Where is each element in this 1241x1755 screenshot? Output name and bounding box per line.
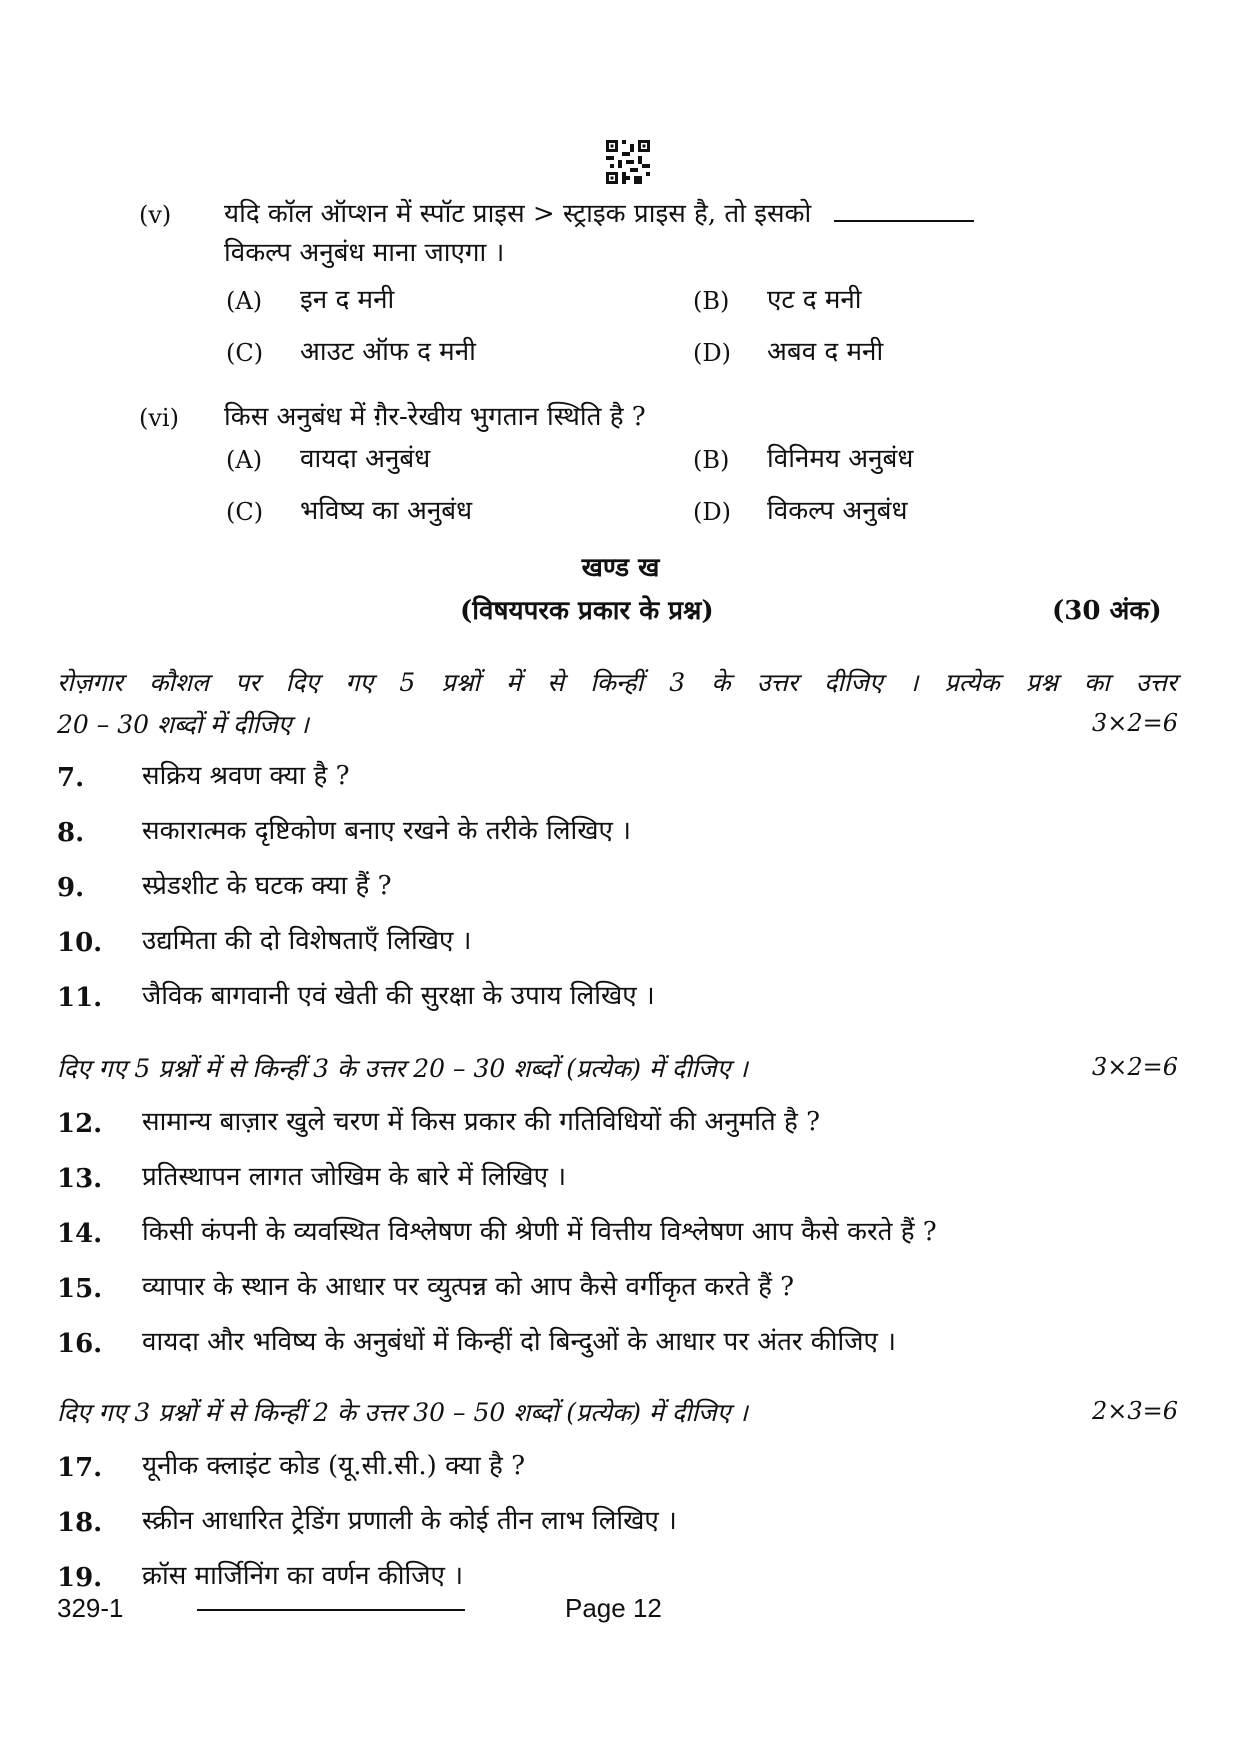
option-text: वायदा अनुबंध — [300, 444, 431, 474]
option-letter: (C) — [226, 339, 264, 367]
option-letter: (B) — [693, 287, 730, 315]
qr-code-icon — [606, 140, 650, 184]
option-text: विकल्प अनुबंध — [767, 496, 908, 526]
question-number: 14. — [57, 1219, 103, 1249]
option-letter: (B) — [693, 446, 730, 474]
option-letter: (D) — [693, 339, 731, 367]
question-text: जैविक बागवानी एवं खेती की सुरक्षा के उपाय लिखिए । — [142, 981, 655, 1011]
option-text: अबव द मनी — [767, 337, 884, 367]
paper-code: 329-1 — [57, 1593, 124, 1623]
answer-blank — [834, 194, 974, 222]
question-text: स्क्रीन आधारित ट्रेडिंग प्रणाली के कोई तीन लाभ लिखिए । — [142, 1506, 677, 1536]
question-text: व्यापार के स्थान के आधार पर व्युत्पन्न को आप कैसे वर्गीकृत करते हैं ? — [142, 1272, 795, 1302]
question-number: 8. — [57, 818, 85, 848]
instruction-text: रोज़गार कौशल पर दिए गए 5 प्रश्नों में से किन्हीं 3 के उत्तर दीजिए । प्रत्येक प्रश्न का उत्तर — [57, 668, 1177, 697]
marks-label: 3×2=6 — [1092, 709, 1179, 737]
question-number: (v) — [139, 201, 172, 229]
question-number: 18. — [57, 1508, 103, 1538]
option-text: आउट ऑफ द मनी — [300, 337, 476, 367]
question-text: प्रतिस्थापन लागत जोखिम के बारे में लिखिए । — [142, 1162, 567, 1192]
instruction-text: दिए गए 3 प्रश्नों में से किन्हीं 2 के उत्तर 30 – 50 शब्दों (प्रत्येक) में दीजिए । — [57, 1398, 748, 1427]
question-text: उद्यमिता की दो विशेषताएँ लिखिए । — [142, 926, 472, 956]
option-letter: (C) — [226, 498, 264, 526]
question-number: 15. — [57, 1274, 103, 1304]
question-number: 12. — [57, 1109, 103, 1139]
question-number: 17. — [57, 1453, 103, 1483]
question-number: 11. — [57, 983, 103, 1013]
marks-label: 3×2=6 — [1092, 1053, 1179, 1081]
question-text-line1: यदि कॉल ऑप्शन में स्पॉट प्राइस > स्ट्राइक प्राइस है, तो इसको — [224, 199, 812, 229]
question-text: वायदा और भविष्य के अनुबंधों में किन्हीं दो बिन्दुओं के आधार पर अंतर कीजिए । — [142, 1327, 897, 1357]
question-number: 16. — [57, 1329, 103, 1359]
question-number: 19. — [57, 1563, 103, 1593]
page-number: Page 12 — [565, 1593, 662, 1623]
question-text: किसी कंपनी के व्यवस्थित विश्लेषण की श्रेणी में वित्तीय विश्लेषण आप कैसे करते हैं ? — [142, 1217, 937, 1247]
option-text: विनिमय अनुबंध — [767, 444, 914, 474]
question-text: किस अनुबंध में ग़ैर-रेखीय भुगतान स्थिति है ? — [224, 402, 646, 432]
section-subtitle: (विषयपरक प्रकार के प्रश्न) — [460, 596, 714, 626]
question-text: सकारात्मक दृष्टिकोण बनाए रखने के तरीके लिखिए । — [142, 816, 631, 846]
option-letter: (A) — [226, 446, 263, 474]
option-letter: (D) — [693, 498, 731, 526]
option-letter: (A) — [226, 287, 263, 315]
question-text: सामान्य बाज़ार खुले चरण में किस प्रकार की गतिविधियों की अनुमति है ? — [142, 1107, 821, 1137]
marks-label: 2×3=6 — [1092, 1397, 1179, 1425]
option-text: भविष्य का अनुबंध — [300, 496, 473, 526]
question-number: 13. — [57, 1164, 103, 1194]
question-number: 7. — [57, 763, 85, 793]
section-marks: (30 अंक) — [1052, 596, 1162, 626]
question-number: (vi) — [139, 404, 179, 432]
question-text — [224, 194, 974, 234]
footer-divider — [197, 1609, 465, 1611]
question-text: यूनीक क्लाइंट कोड (यू.सी.सी.) क्या है ? — [142, 1451, 526, 1481]
question-text: सक्रिय श्रवण क्या है ? — [142, 761, 350, 791]
option-text: इन द मनी — [300, 285, 395, 315]
question-text: स्प्रेडशीट के घटक क्या हैं ? — [142, 871, 392, 901]
instruction-text: दिए गए 5 प्रश्नों में से किन्हीं 3 के उत्तर 20 – 30 शब्दों (प्रत्येक) में दीजिए । — [57, 1054, 748, 1083]
section-title: खण्ड ख — [581, 553, 660, 583]
question-text-line2: विकल्प अनुबंध माना जाएगा । — [224, 238, 505, 268]
instruction-text: 20 – 30 शब्दों में दीजिए । — [57, 710, 309, 739]
option-text: एट द मनी — [767, 285, 862, 315]
question-number: 10. — [57, 928, 103, 958]
question-number: 9. — [57, 873, 85, 903]
question-text: क्रॉस मार्जिनिंग का वर्णन कीजिए । — [142, 1561, 464, 1591]
